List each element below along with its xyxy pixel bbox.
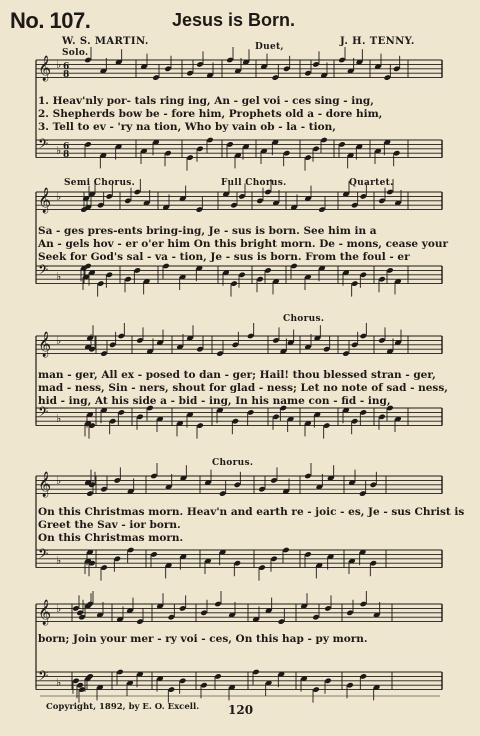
lyric-line-s2-1: Sa - ges pres-ents bring-ing, Je - sus is born. See him in a: [38, 225, 377, 237]
semi-chorus-mark: Semi Chorus.: [64, 178, 136, 188]
time-signature: 8: [63, 150, 70, 160]
page-number: 120: [228, 703, 254, 717]
duet-mark: Duet,: [255, 42, 284, 52]
composer-credit: J. H. TENNY.: [340, 36, 415, 47]
flat-sign: ♭: [56, 190, 62, 203]
lyric-line-s1-1: 1. Heav'nly por- tals ring ing, An - gel voi - ces sing - ing,: [38, 95, 374, 107]
time-signature: 8: [63, 70, 70, 80]
lyric-line-s3-2: mad - ness, Sin - ners, shout for glad - ness; Let no note of sad - ness,: [38, 382, 448, 394]
lyric-line-s2-2: An - gels hov - er o'er him On this bright morn. De - mons, cease your: [38, 238, 449, 250]
bass-clef: 𝄢: [38, 668, 49, 687]
flat-sign: ♭: [56, 334, 62, 347]
flat-sign: ♭: [56, 412, 62, 425]
flat-sign: ♭: [56, 676, 62, 689]
time-signature: 6: [63, 142, 70, 152]
lyric-line-s4-1: On this Christmas morn. Heav'n and earth re - joic - es, Je - sus Christ is: [38, 506, 465, 518]
lyric-line-s3-1: man - ger, All ex - posed to dan - ger; Hail! thou blessed stran - ger,: [38, 369, 436, 381]
flat-sign: ♭: [56, 474, 62, 487]
lyric-line-s4-3: On this Christmas morn.: [38, 532, 184, 544]
quartet-mark: Quartet.: [349, 178, 394, 188]
bass-clef: 𝄢: [38, 136, 49, 155]
full-chorus-mark: Full Chorus.: [221, 178, 287, 188]
flat-sign: ♭: [56, 554, 62, 567]
copyright-notice: Copyright, 1892, by E. O. Excell.: [46, 702, 200, 712]
bass-clef: 𝄢: [38, 404, 49, 423]
lyric-line-s3-3: hid - ing, At his side a - bid - ing, In his name con - fid - ing,: [38, 395, 391, 407]
lyricist-credit: W. S. MARTIN.: [62, 36, 149, 47]
flat-sign: ♭: [56, 144, 62, 157]
treble-clef: 𝄞: [38, 600, 52, 625]
lyric-line-s1-2: 2. Shepherds bow be - fore him, Prophets old a - dore him,: [38, 108, 383, 120]
flat-sign: ♭: [56, 602, 62, 615]
bass-clef: 𝄢: [38, 546, 49, 565]
chorus-mark-1: Chorus.: [283, 314, 325, 324]
solo-mark: Solo.: [62, 48, 89, 58]
chorus-mark-2: Chorus.: [212, 458, 254, 468]
lyric-line-s2-3: Seek for God's sal - va - tion, Je - sus is born. From the foul - er: [38, 251, 410, 263]
treble-clef: 𝄞: [38, 332, 52, 357]
lyric-line-s1-3: 3. Tell to ev - 'ry na tion, Who by vain ob - la - tion,: [38, 121, 336, 133]
treble-clef: 𝄞: [38, 56, 52, 81]
treble-clef: 𝄞: [38, 188, 52, 213]
hymn-number: No. 107.: [10, 8, 91, 33]
bass-clef: 𝄢: [38, 262, 49, 281]
time-signature: 6: [63, 62, 70, 72]
treble-clef: 𝄞: [38, 472, 52, 497]
flat-sign: ♭: [56, 58, 62, 71]
hymn-title: Jesus is Born.: [172, 10, 296, 30]
flat-sign: ♭: [56, 270, 62, 283]
lyric-line-s5-1: born; Join your mer - ry voi - ces, On this hap - py morn.: [38, 633, 368, 645]
lyric-line-s4-2: Greet the Sav - ior born.: [38, 519, 181, 531]
